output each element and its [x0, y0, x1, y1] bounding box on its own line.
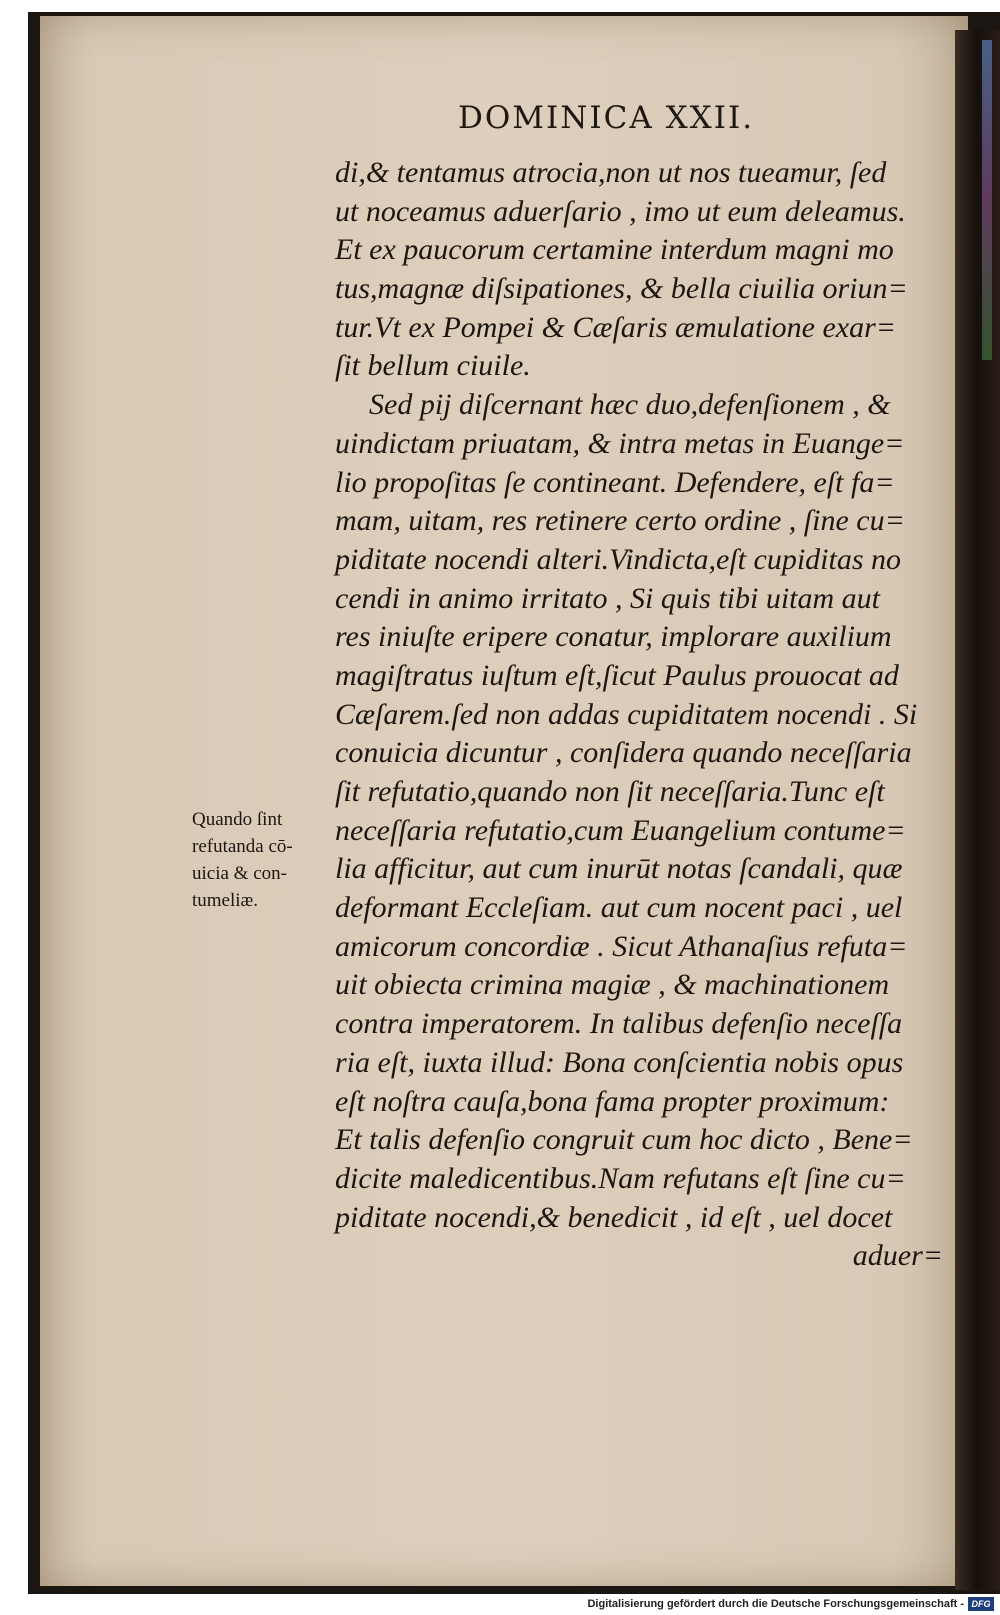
text-line: piditate nocendi alteri.Vindicta,eſt cupiditas no	[335, 542, 902, 576]
text-line: dicite maledicentibus.Nam refutans eſt ſine cu=	[335, 1161, 906, 1195]
digitization-credit: Digitalisierung gefördert durch die Deutsche Forschungsgemeinschaft -	[587, 1598, 964, 1610]
catchword: aduer=	[852, 1239, 943, 1273]
text-line: mam, uitam, res retinere certo ordine , ſine cu=	[335, 504, 905, 538]
margin-note	[192, 806, 332, 914]
text-line: tur.Vt ex Pompei & Cæſaris æmulatione exar=	[335, 310, 897, 344]
text-line: ria eſt, iuxta illud: Bona conſcientia nobis opus	[335, 1045, 904, 1079]
page-gutter-shadow	[955, 30, 1000, 1590]
text-line: magiſtratus iuſtum eſt,ſicut Paulus prouocat ad	[335, 658, 899, 692]
text-line: eſt noſtra cauſa,bona fama propter proximum:	[335, 1084, 890, 1118]
text-line: Sed pij diſcernant hæc duo,defenſionem , &	[369, 388, 891, 422]
text-line: Cæſarem.ſed non addas cupiditatem nocendi . Si	[335, 697, 918, 731]
margin-note-line: uicia & con-	[192, 863, 287, 884]
text-line: uindictam priuatam, & intra metas in Euange=	[335, 426, 905, 460]
text-line: contra imperatorem. In talibus defenſio neceſſa	[335, 1007, 903, 1041]
color-calibration-strip	[982, 40, 992, 360]
text-line: di,& tentamus atrocia,non ut nos tueamur, ſed	[335, 156, 887, 189]
text-line: amicorum concordiæ . Sicut Athanaſius refuta=	[335, 929, 908, 963]
text-line: Et talis defenſio congruit cum hoc dicto , Bene=	[335, 1123, 913, 1157]
text-line: uit obiecta crimina magiæ , & machinationem	[335, 968, 890, 1002]
margin-note-line: Quando ſint	[192, 809, 283, 830]
body-text	[335, 154, 955, 1276]
text-line: piditate nocendi,& benedicit , id eſt , uel docet	[335, 1200, 893, 1234]
text-line: Et ex paucorum certamine interdum magni mo	[335, 233, 894, 267]
text-line: tus,magnæ diſsipationes, & bella ciuilia oriun=	[335, 272, 908, 306]
dfg-logo-icon: DFG	[968, 1597, 994, 1611]
margin-note-line: refutanda cō-	[192, 836, 293, 857]
text-line: ſit refutatio,quando non ſit neceſſaria.Tunc eſt	[335, 775, 885, 808]
text-line: res iniuſte eripere conatur, implorare auxilium	[335, 620, 892, 654]
text-line: neceſſaria refutatio,cum Euangelium contume=	[335, 813, 906, 847]
text-line: lia afficitur, aut cum inurūt notas ſcandali, quæ	[335, 852, 903, 886]
text-line: conuicia dicuntur , conſidera quando neceſſaria	[335, 736, 912, 770]
text-line: ut noceamus aduerſario , imo ut eum deleamus.	[335, 194, 906, 228]
text-line: lio propoſitas ſe contineant. Defendere, eſt fa=	[335, 465, 895, 499]
running-head: DOMINICA XXII.	[458, 100, 755, 136]
margin-note-line: tumeliæ.	[192, 890, 258, 911]
text-line: deformant Eccleſiam. aut cum nocent paci , uel	[335, 891, 903, 925]
text-line: ſit bellum ciuile.	[335, 349, 531, 383]
text-line: cendi in animo irritato , Si quis tibi uitam aut	[335, 581, 881, 615]
